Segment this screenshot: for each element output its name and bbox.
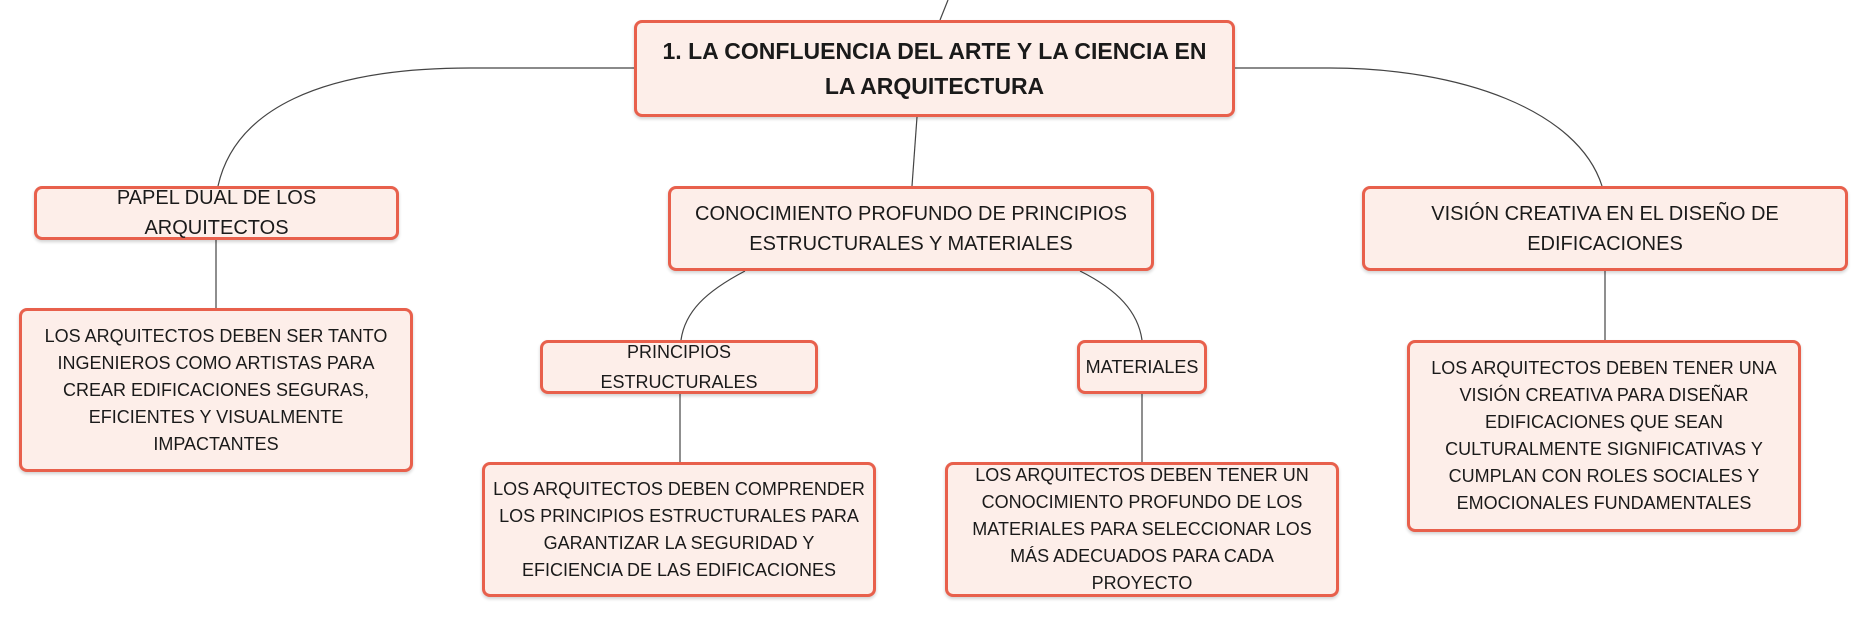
topic-structural-knowledge-label: CONOCIMIENTO PROFUNDO DE PRINCIPIOS ESTRUCTURALES Y MATERIALES (695, 202, 1127, 255)
root-topic[interactable] (634, 20, 1235, 117)
topic-structural-knowledge[interactable] (668, 186, 1154, 271)
connector-knowledge-to-principles (681, 271, 745, 340)
detail-materials[interactable] (945, 462, 1339, 597)
topic-materials[interactable] (1077, 340, 1207, 394)
topic-dual-role-label: PAPEL DUAL DE LOS ARQUITECTOS (116, 187, 317, 239)
topic-structural-principles[interactable] (540, 340, 818, 394)
detail-creative-vision-text: LOS ARQUITECTOS DEBEN TENER UNA VISIÓN CREATIVA PARA DISEÑAR EDIFICACIONES QUE SEAN CULTURALMENTE SIGNIFICATIVAS Y CUMPLAN CON ROLES SOCIALES Y EMOCIONALES FUNDAMENTALES (1431, 358, 1777, 513)
detail-structural-principles-text: LOS ARQUITECTOS DEBEN COMPRENDER LOS PRINCIPIOS ESTRUCTURALES PARA GARANTIZAR LA SEGURIDAD Y EFICIENCIA DE LAS EDIFICACIONES (493, 478, 865, 580)
detail-structural-principles[interactable] (482, 462, 876, 597)
topic-dual-role[interactable] (34, 186, 399, 240)
connector-root-to-knowledge (912, 117, 917, 186)
connector-knowledge-to-materials (1080, 271, 1142, 340)
connector-root-to-dual (218, 68, 634, 186)
topic-creative-vision-label: VISIÓN CREATIVA EN EL DISEÑO DE EDIFICACIONES (1431, 202, 1779, 255)
detail-materials-text: LOS ARQUITECTOS DEBEN TENER UN CONOCIMIENTO PROFUNDO DE LOS MATERIALES PARA SELECCIONAR LOS MÁS ADECUADOS PARA CADA PROYECTO (972, 465, 1312, 593)
detail-dual-role-text: LOS ARQUITECTOS DEBEN SER TANTO INGENIEROS COMO ARTISTAS PARA CREAR EDIFICACIONES SEGURAS, EFICIENTES Y VISUALMENTE IMPACTANTES (44, 325, 388, 454)
detail-dual-role[interactable] (19, 308, 413, 472)
detail-creative-vision[interactable] (1407, 340, 1801, 532)
topic-creative-vision[interactable] (1362, 186, 1848, 271)
connector-parent-stub (940, 0, 948, 20)
connector-root-to-vision (1235, 68, 1602, 186)
root-topic-label: 1. LA CONFLUENCIA DEL ARTE Y LA CIENCIA EN LA ARQUITECTURA (662, 37, 1207, 99)
topic-structural-principles-label: PRINCIPIOS ESTRUCTURALES (600, 342, 758, 392)
topic-materials-label: MATERIALES (1085, 357, 1199, 377)
